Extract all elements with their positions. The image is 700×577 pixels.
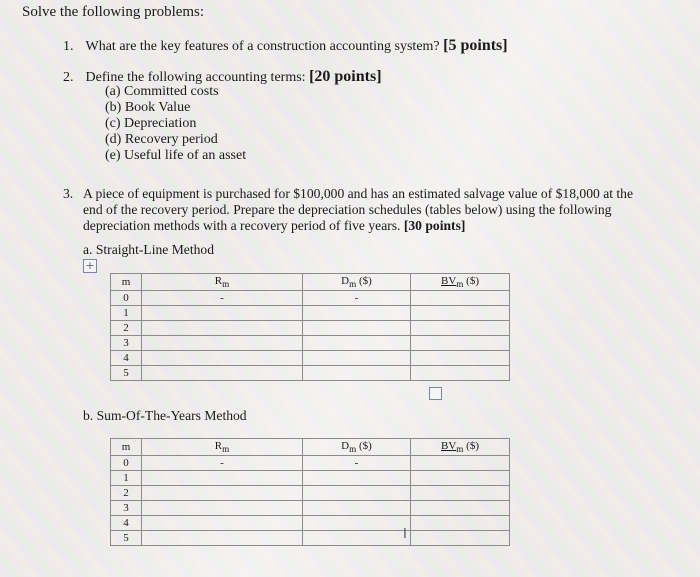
cell-m: 1 — [111, 306, 142, 321]
question-1 — [63, 37, 508, 55]
cell-m: 5 — [111, 366, 142, 381]
table-row — [111, 291, 510, 306]
cell-rm[interactable] — [142, 366, 303, 381]
cell-m: 4 — [111, 351, 142, 366]
cell-m: 2 — [111, 321, 142, 336]
cell-bvm[interactable] — [411, 501, 510, 516]
header-dm: $D_m$ ($) — [303, 439, 411, 456]
term-item: (a) Committed costs — [105, 84, 219, 99]
term-item: (e) Useful life of an asset — [105, 148, 247, 163]
cell-rm[interactable]: - — [142, 291, 303, 306]
cell-rm[interactable] — [142, 471, 303, 486]
cell-m: 3 — [111, 501, 142, 516]
table-row — [111, 501, 510, 516]
table-row — [111, 516, 510, 531]
cell-dm[interactable] — [303, 351, 411, 366]
header-dm: $D_m$ ($) — [303, 274, 411, 291]
cell-dm[interactable]: - — [303, 291, 411, 306]
cell-m: 3 — [111, 336, 142, 351]
cell-dm[interactable] — [303, 366, 411, 381]
table-row — [111, 456, 510, 471]
cell-bvm[interactable] — [411, 321, 510, 336]
header-bvm: $BV_m$ ($) — [411, 439, 510, 456]
cell-bvm[interactable] — [411, 531, 510, 546]
cell-m: 0 — [111, 291, 142, 306]
cell-rm[interactable] — [142, 321, 303, 336]
cell-bvm[interactable] — [411, 366, 510, 381]
question-1-number: 1. — [63, 39, 74, 54]
cell-bvm[interactable] — [411, 291, 510, 306]
cell-bvm[interactable] — [411, 471, 510, 486]
text-cursor-icon: I — [403, 527, 407, 542]
cell-m: 4 — [111, 516, 142, 531]
cell-rm[interactable] — [142, 516, 303, 531]
question-2-points: [20 points] — [309, 68, 382, 85]
cell-bvm[interactable] — [411, 486, 510, 501]
cell-m: 0 — [111, 456, 142, 471]
table-row — [111, 336, 510, 351]
question-3-points: [30 points] — [403, 218, 466, 233]
cell-dm[interactable] — [303, 321, 411, 336]
cell-rm[interactable] — [142, 486, 303, 501]
table-header-row — [111, 439, 510, 456]
cell-rm[interactable] — [142, 531, 303, 546]
header-rm: $R_m$ — [142, 439, 303, 456]
cell-bvm[interactable] — [411, 336, 510, 351]
header-m: m — [111, 274, 142, 291]
table-row — [111, 486, 510, 501]
header-bvm: $BV_m$ ($) — [411, 274, 510, 291]
cell-dm[interactable] — [303, 516, 411, 531]
cell-bvm[interactable] — [411, 306, 510, 321]
cell-m: 2 — [111, 486, 142, 501]
table-row — [111, 321, 510, 336]
cell-rm[interactable] — [142, 336, 303, 351]
table-row — [111, 306, 510, 321]
question-3-number: 3. — [63, 186, 74, 201]
cell-rm[interactable] — [142, 351, 303, 366]
cell-bvm[interactable] — [411, 456, 510, 471]
cell-rm[interactable]: - — [142, 456, 303, 471]
sum-of-years-table — [110, 438, 510, 546]
question-1-points: [5 points] — [443, 37, 508, 54]
cell-dm[interactable] — [303, 306, 411, 321]
table-move-handle-icon[interactable]: + — [83, 259, 97, 273]
header-m: m — [111, 439, 142, 456]
question-3-body — [83, 186, 643, 234]
section-a-label: a. Straight-Line Method — [83, 242, 214, 257]
cell-dm[interactable] — [303, 336, 411, 351]
question-3 — [63, 186, 643, 234]
cell-m: 1 — [111, 471, 142, 486]
question-2-text: Define the following accounting terms: — [85, 70, 310, 85]
cell-rm[interactable] — [142, 501, 303, 516]
cell-dm[interactable] — [303, 531, 411, 546]
page-title: Solve the following problems: — [22, 4, 205, 20]
straight-line-table — [110, 273, 510, 381]
table-row — [111, 351, 510, 366]
cell-rm[interactable] — [142, 306, 303, 321]
question-2-number: 2. — [63, 70, 74, 85]
term-item: (c) Depreciation — [105, 116, 197, 131]
cell-dm[interactable]: - — [303, 456, 411, 471]
table-resize-handle-icon[interactable] — [429, 387, 442, 400]
term-item: (b) Book Value — [105, 100, 191, 115]
cell-dm[interactable] — [303, 501, 411, 516]
table-row — [111, 471, 510, 486]
question-3-text: A piece of equipment is purchased for $100,000 and has an estimated salvage value of $18,000 at the end of the recovery period. Prepare the depreciation schedules (tables below) using the following depreciation methods with a recovery period of five years. — [83, 186, 634, 233]
cell-bvm[interactable] — [411, 516, 510, 531]
table-header-row — [111, 274, 510, 291]
table-row — [111, 531, 510, 546]
cell-dm[interactable] — [303, 486, 411, 501]
cell-bvm[interactable] — [411, 351, 510, 366]
cell-dm[interactable] — [303, 471, 411, 486]
question-1-text: What are the key features of a construction accounting system? — [85, 39, 444, 54]
section-b-label: b. Sum-Of-The-Years Method — [83, 408, 247, 423]
table-row — [111, 366, 510, 381]
header-rm: $R_m$ — [142, 274, 303, 291]
term-item: (d) Recovery period — [105, 132, 218, 147]
cell-m: 5 — [111, 531, 142, 546]
